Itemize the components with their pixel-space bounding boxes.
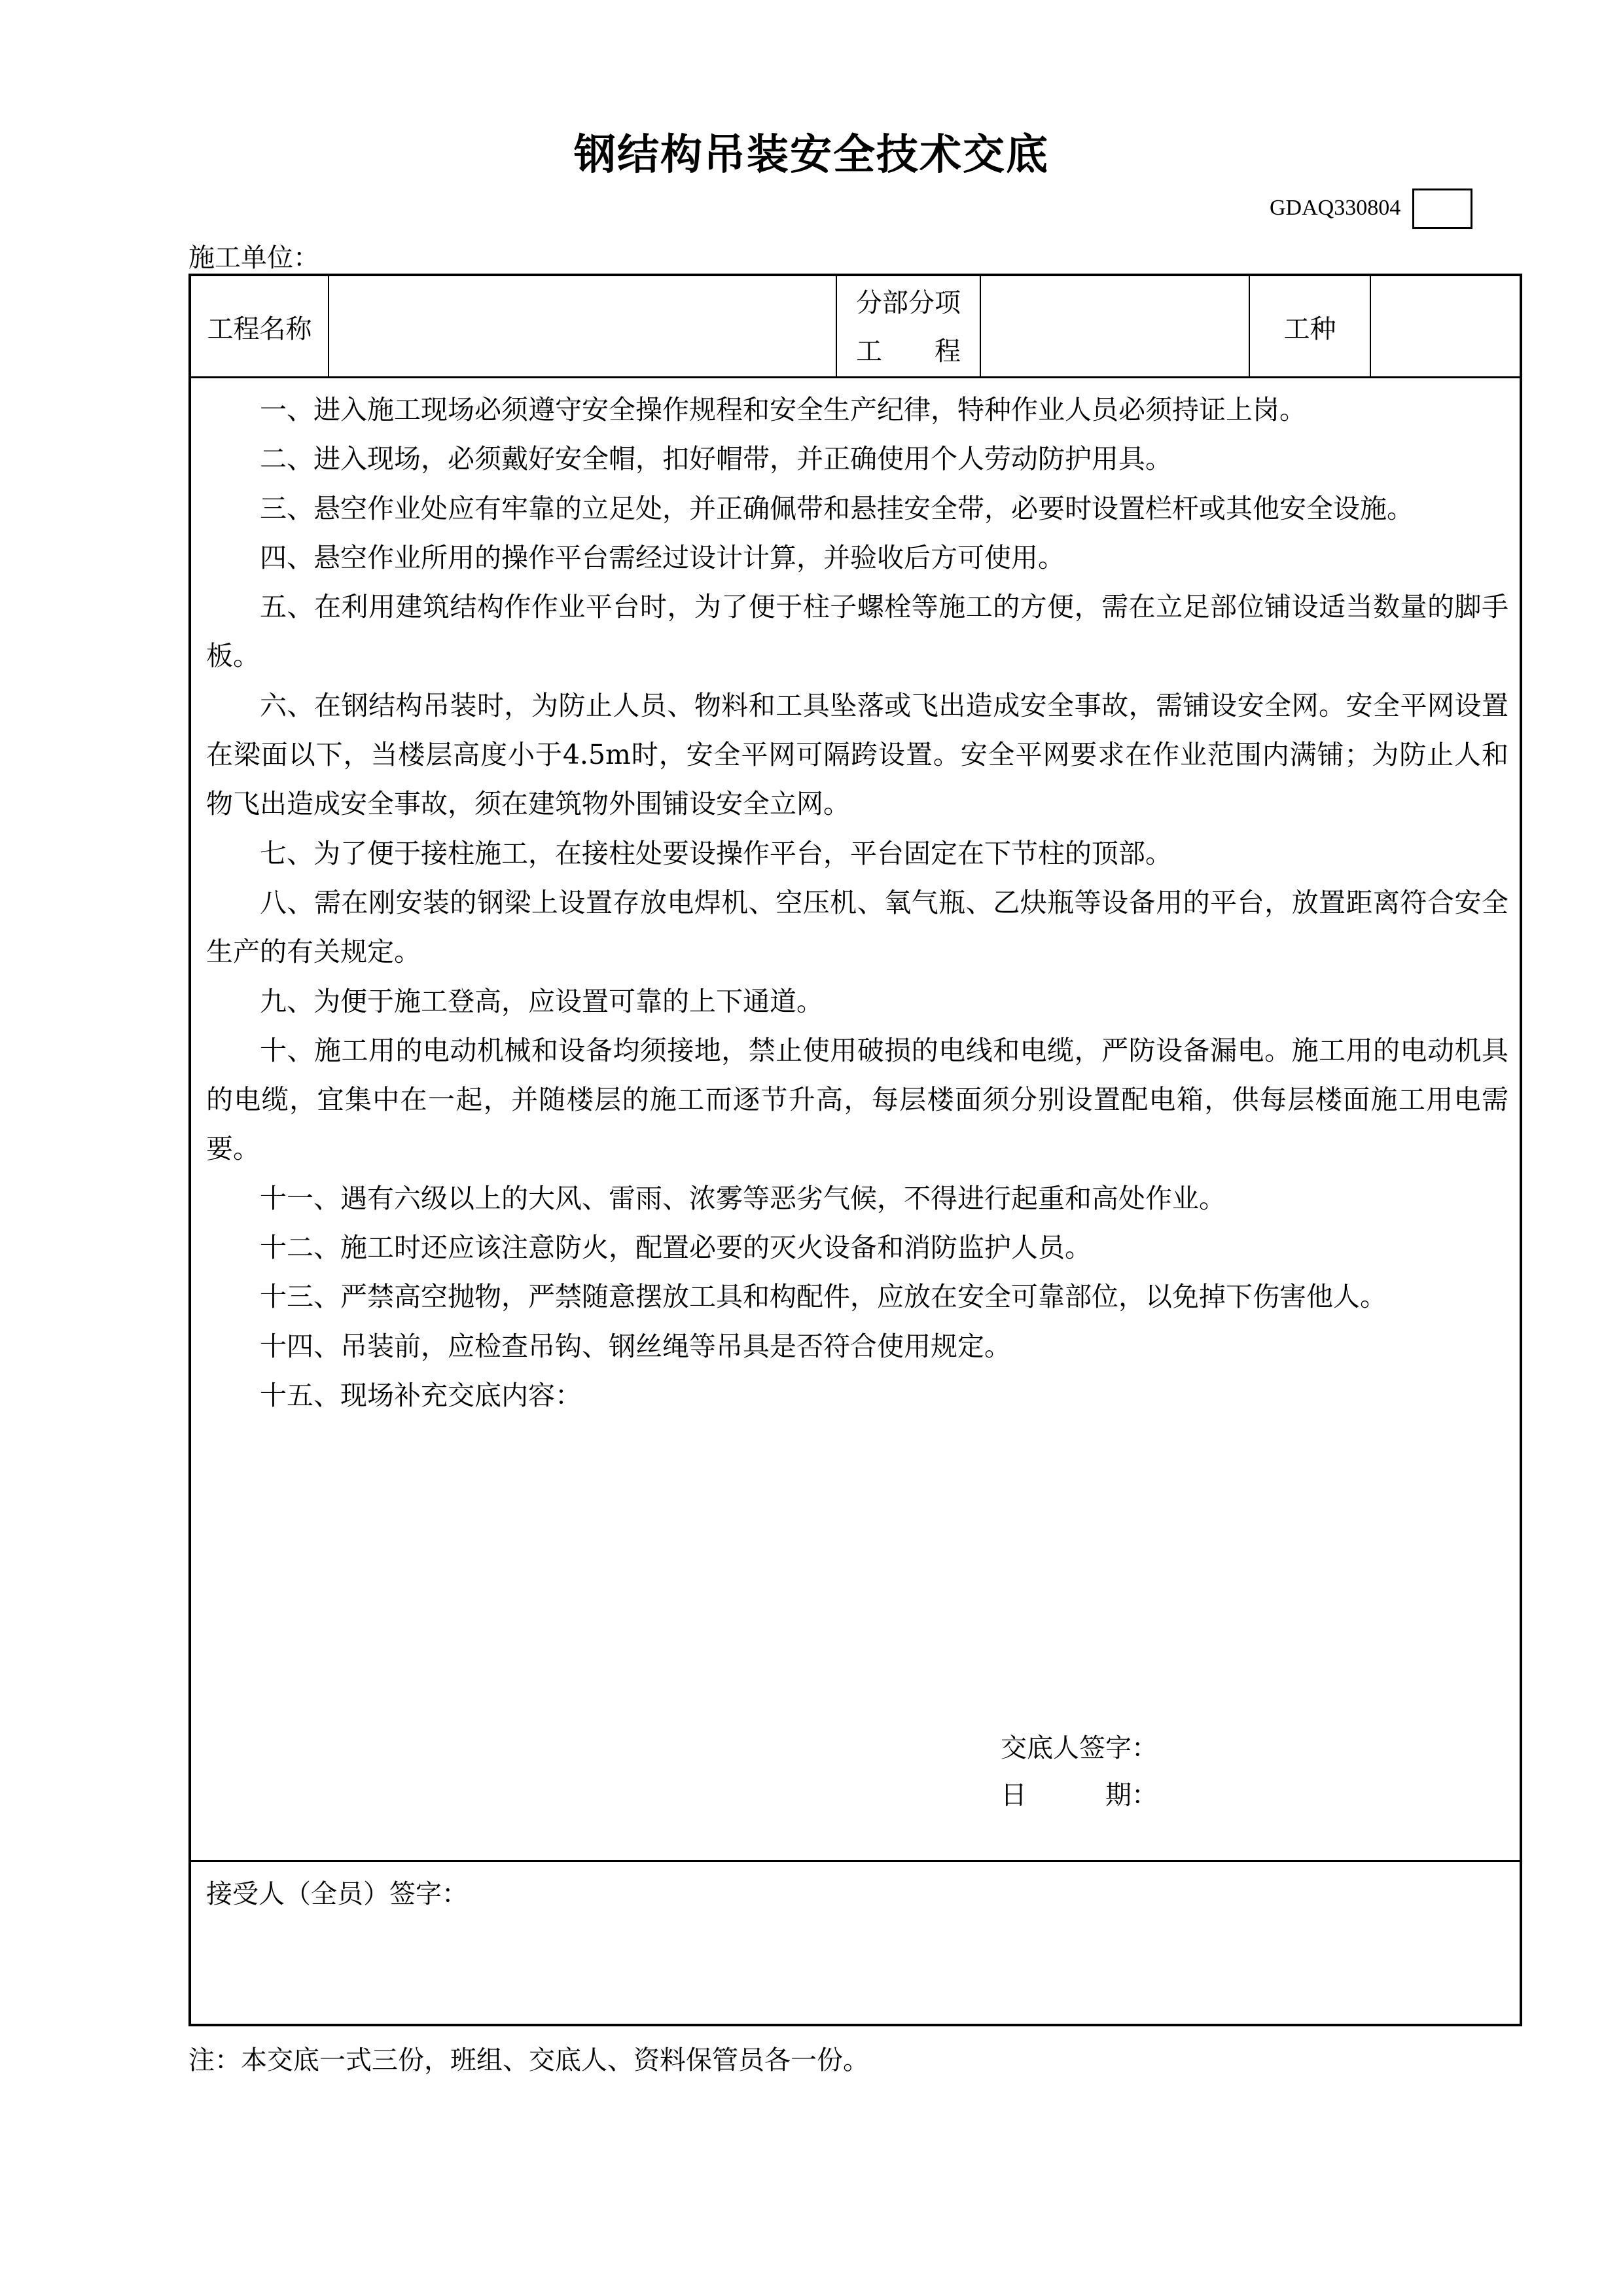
item: 七、为了便于接柱施工，在接柱处要设操作平台，平台固定在下节柱的顶部。	[260, 837, 1172, 869]
item: 二、进入现场，必须戴好安全帽，扣好帽带，并正确使用个人劳动防护用具。	[260, 443, 1172, 475]
trade-field[interactable]	[1371, 276, 1520, 378]
signature-block	[1001, 1725, 1158, 1819]
item: 十四、吊装前，应检查吊钩、钢丝绳等吊具是否符合使用规定。	[260, 1330, 1011, 1362]
item: 十二、施工时还应该注意防火，配置必要的灭火设备和消防监护人员。	[260, 1232, 1092, 1264]
sub-project-label	[837, 276, 980, 378]
item: 四、悬空作业所用的操作平台需经过设计计算，并验收后方可使用。	[260, 541, 1065, 573]
sub-project-field[interactable]	[981, 276, 1249, 378]
item: 五、在利用建筑结构作作业平台时，为了便于柱子螺栓等施工的方便，需在立足部位铺设适当数量的脚手板。	[206, 591, 1508, 672]
page-title: 钢结构吊装安全技术交底	[574, 131, 1049, 179]
item: 十、施工用的电动机械和设备均须接地，禁止使用破损的电线和电缆，严防设备漏电。施工用的电动机具的电缆，宜集中在一起，并随楼层的施工而逐节升高，每层楼面须分别设置配电箱，供每层楼面施工用电需要。	[206, 1034, 1508, 1165]
divider	[191, 376, 1520, 378]
footnote: 注：本交底一式三份，班组、交底人、资料保管员各一份。	[188, 2045, 869, 2075]
sub-project-label-line2: 工 程	[856, 336, 961, 367]
trade-label: 工种	[1283, 314, 1336, 344]
divider	[191, 1860, 1520, 1862]
item: 九、为便于施工登高，应设置可靠的上下通道。	[260, 985, 823, 1017]
date-label: 日 期：	[1001, 1780, 1158, 1810]
construction-unit-label: 施工单位：	[188, 243, 319, 273]
project-name-label: 工程名称	[207, 314, 312, 344]
receiver-signature-label: 接受人（全员）签字：	[206, 1879, 468, 1909]
item: 六、在钢结构吊装时，为防止人员、物料和工具坠落或飞出造成安全事故，需铺设安全网。安全平网设置在梁面以下，当楼层高度小于4.5m时，安全平网可隔跨设置。安全平网要求在作业范围内满铺；为防止人和物飞出造成安全事故，须在建筑物外围铺设安全立网。	[206, 689, 1508, 820]
sub-project-label-line1: 分部分项	[856, 287, 961, 318]
disclosure-table	[188, 274, 1522, 2026]
item: 十五、现场补充交底内容：	[260, 1379, 582, 1411]
disclosure-content	[206, 386, 1508, 1420]
form-code-suffix-field[interactable]	[1412, 188, 1472, 229]
project-name-field[interactable]	[329, 276, 836, 378]
form-code: GDAQ330804	[1270, 196, 1401, 220]
item: 三、悬空作业处应有牢靠的立足处，并正确佩带和悬挂安全带，必要时设置栏杆或其他安全设施。	[260, 492, 1414, 524]
item: 一、进入施工现场必须遵守安全操作规程和安全生产纪律，特种作业人员必须持证上岗。	[260, 394, 1306, 425]
item: 八、需在刚安装的钢梁上设置存放电焊机、空压机、氧气瓶、乙炔瓶等设备用的平台，放置距离符合安全生产的有关规定。	[206, 886, 1508, 968]
item: 十三、严禁高空抛物，严禁随意摆放工具和构配件，应放在安全可靠部位，以免掉下伤害他人。	[260, 1281, 1387, 1313]
discloser-signature-label: 交底人签字：	[1001, 1733, 1158, 1763]
item: 十一、遇有六级以上的大风、雷雨、浓雾等恶劣气候，不得进行起重和高处作业。	[260, 1182, 1226, 1214]
